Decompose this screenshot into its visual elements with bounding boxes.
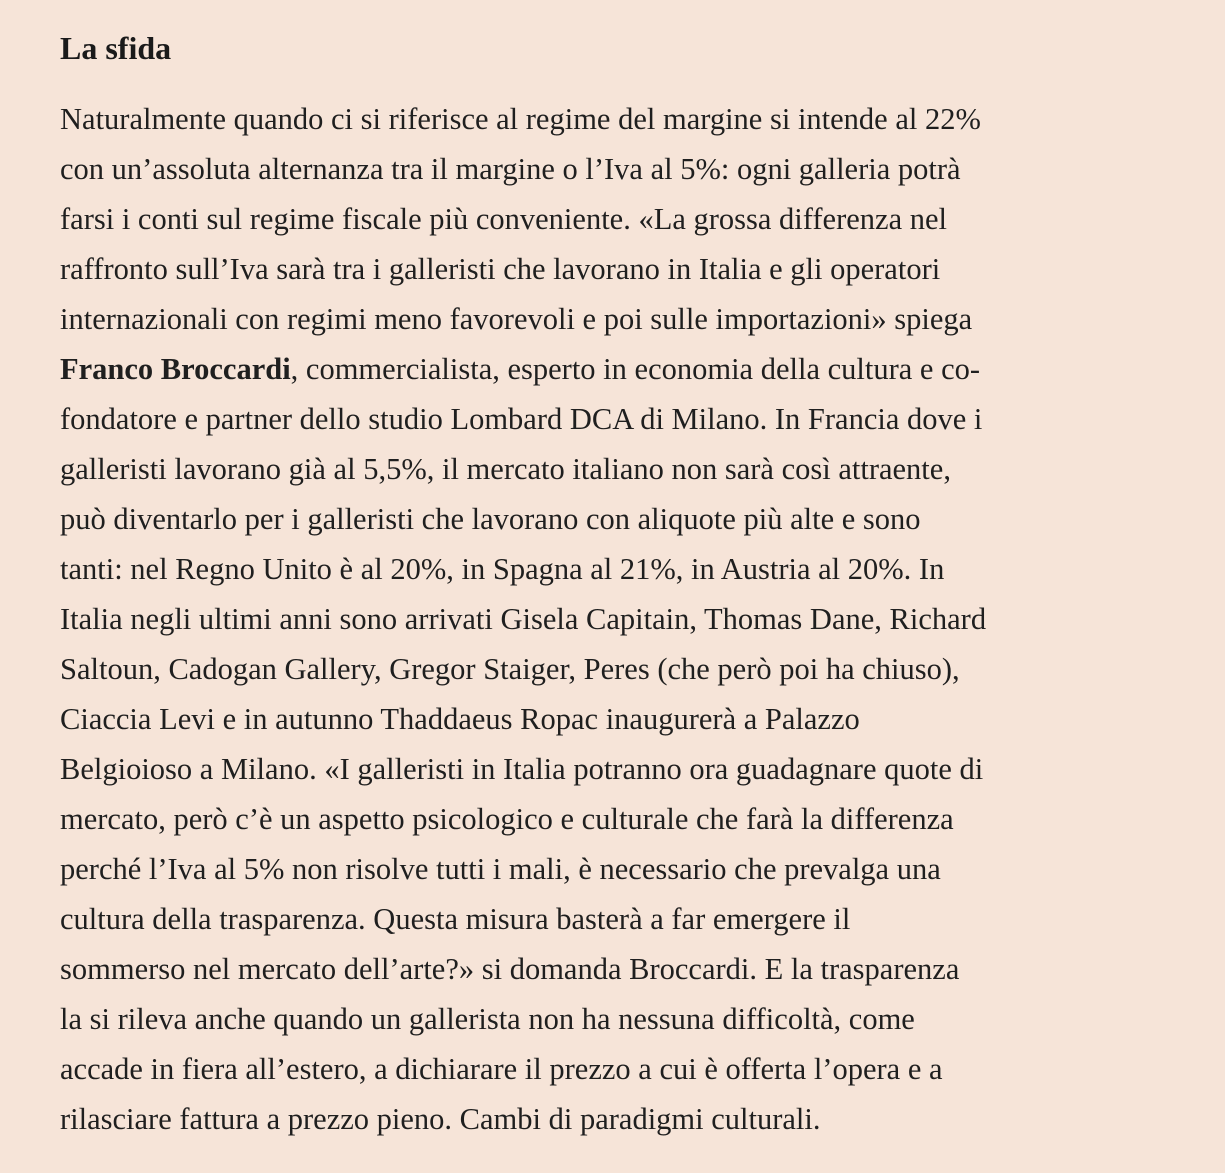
text-line: la si rileva anche quando un gallerista non ha nessuna difficoltà, come (60, 1002, 915, 1036)
section-heading: La sfida (60, 30, 172, 66)
person-name: Franco Broccardi (60, 352, 291, 386)
text-line: tanti: nel Regno Unito è al 20%, in Spagna al 21%, in Austria al 20%. In (60, 552, 945, 586)
text-line: fondatore e partner dello studio Lombard DCA di Milano. In Francia dove i (60, 402, 983, 436)
text-line: rilasciare fattura a prezzo pieno. Cambi di paradigmi culturali. (60, 1102, 821, 1136)
text-line: può diventarlo per i galleristi che lavorano con aliquote più alte e sono (60, 502, 921, 536)
text-line: farsi i conti sul regime fiscale più conveniente. «La grossa differenza nel (60, 202, 947, 236)
text-line-with-name (60, 344, 1170, 394)
text-line: sommerso nel mercato dell’arte?» si domanda Broccardi. E la trasparenza (60, 952, 960, 986)
text-line: con un’assoluta alternanza tra il margine o l’Iva al 5%: ogni galleria potrà (60, 152, 961, 186)
text-line: Saltoun, Cadogan Gallery, Gregor Staiger, Peres (che però poi ha chiuso), (60, 652, 960, 686)
text-line: cultura della trasparenza. Questa misura basterà a far emergere il (60, 902, 851, 936)
text-line: Belgioioso a Milano. «I galleristi in Italia potranno ora guadagnare quote di (60, 752, 984, 786)
text-line: internazionali con regimi meno favorevoli e poi sulle importazioni» spiega (60, 302, 973, 336)
text-line: mercato, però c’è un aspetto psicologico e culturale che farà la differenza (60, 802, 954, 836)
text-line: Naturalmente quando ci si riferisce al regime del margine si intende al 22% (60, 102, 981, 136)
text-line: raffronto sull’Iva sarà tra i galleristi che lavorano in Italia e gli operatori (60, 252, 941, 286)
text-line: Italia negli ultimi anni sono arrivati Gisela Capitain, Thomas Dane, Richard (60, 602, 987, 636)
text-line: galleristi lavorano già al 5,5%, il mercato italiano non sarà così attraente, (60, 452, 951, 486)
body-paragraph (60, 68, 1170, 1144)
text-line: perché l’Iva al 5% non risolve tutti i mali, è necessario che prevalga una (60, 852, 941, 886)
text-line-rest: , commercialista, esperto in economia della cultura e co- (290, 352, 981, 386)
article (60, 28, 1170, 1144)
text-line: Ciaccia Levi e in autunno Thaddaeus Ropac inaugurerà a Palazzo (60, 702, 860, 736)
text-line: accade in fiera all’estero, a dichiarare il prezzo a cui è offerta l’opera e a (60, 1052, 943, 1086)
